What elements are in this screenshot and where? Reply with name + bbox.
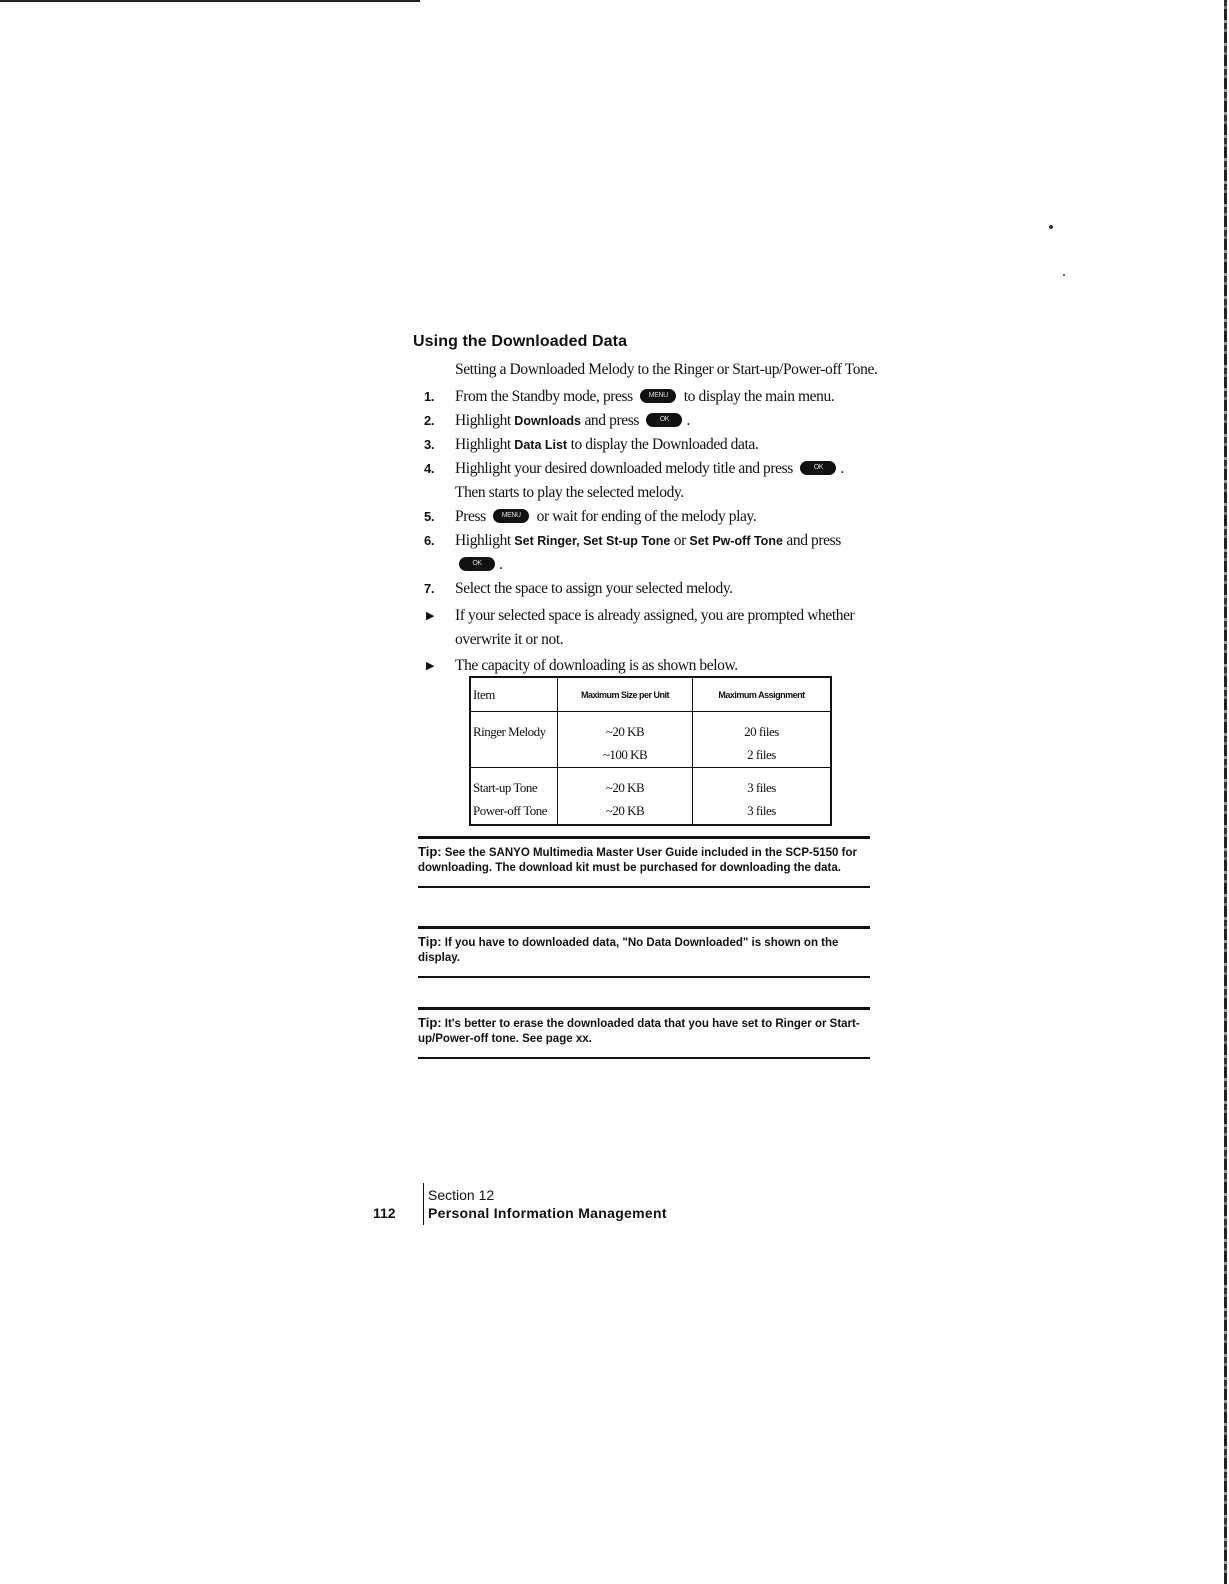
scan-edge-line — [0, 0, 420, 2]
cell-item — [470, 768, 558, 825]
instruction-steps — [424, 385, 874, 678]
tip-text — [418, 844, 870, 876]
step-text: If your selected space is already assigned, you are prompted whether overwrite it or not. — [455, 607, 855, 648]
cell-assignment — [693, 712, 832, 768]
cell-line: 3 files — [747, 780, 776, 796]
tip-body: See the SANYO Multimedia Master User Guide included in the SCP-5150 for downloading. The download kit must be purchased for downloading the data. — [418, 847, 857, 874]
tip-rule — [418, 926, 870, 929]
cell-line: 2 files — [747, 747, 776, 762]
footer-title: Personal Information Management — [428, 1205, 667, 1221]
list-item — [424, 529, 874, 577]
tip-rule — [418, 976, 870, 978]
header-max-size: Maximum Size per Unit — [558, 677, 693, 712]
step-text: Press — [455, 508, 490, 525]
cell-line: ~20 KB — [605, 780, 645, 796]
step-text: . Then starts to play the selected melody. — [455, 460, 844, 501]
tip-label: Tip: — [418, 1015, 442, 1030]
tip-rule — [418, 836, 870, 839]
table-header-row — [470, 677, 831, 712]
step-number: 7. — [424, 581, 435, 596]
list-item — [424, 385, 874, 409]
table-row — [470, 712, 831, 768]
key-label: MENU — [501, 512, 521, 519]
tip-rule — [418, 1007, 870, 1010]
step-text: Select the space to assign your selected melody. — [455, 580, 733, 597]
menu-key-icon — [493, 509, 529, 523]
cell-line: Ringer Melody — [473, 724, 546, 739]
menu-option-name: Set Pw-off Tone — [689, 534, 783, 548]
menu-key-icon — [640, 389, 676, 403]
step-number: 1. — [424, 389, 435, 404]
list-item — [424, 604, 874, 652]
cell-line: 3 files — [747, 803, 776, 819]
scan-speck — [1063, 274, 1065, 276]
scan-speck — [1049, 225, 1053, 229]
cell-line: ~100 KB — [602, 747, 648, 762]
tip-box — [418, 836, 870, 888]
tip-rule — [418, 1057, 870, 1059]
bullet-arrow-icon: ▶ — [426, 610, 435, 622]
scan-edge-line — [1224, 0, 1227, 1584]
cell-line: ~20 KB — [605, 803, 645, 819]
step-text: or wait for ending of the melody play. — [533, 508, 757, 525]
cell-item — [470, 712, 558, 768]
key-label: OK — [813, 464, 824, 471]
step-text: and press — [782, 532, 841, 549]
step-text: to display the main menu. — [680, 388, 835, 405]
step-number: 3. — [424, 437, 435, 452]
list-item — [424, 433, 874, 457]
page-number: 112 — [373, 1205, 396, 1221]
header-max-assignment: Maximum Assignment — [693, 677, 832, 712]
ok-key-icon — [459, 557, 495, 571]
list-item — [424, 409, 874, 433]
step-text: and press — [580, 412, 643, 429]
step-number: 4. — [424, 461, 435, 476]
key-label: MENU — [648, 392, 668, 399]
tip-label: Tip: — [418, 934, 442, 949]
capacity-table — [469, 676, 832, 826]
cell-line: Power-off Tone — [473, 803, 548, 819]
list-item — [424, 654, 874, 678]
footer-section: Section 12 — [428, 1187, 495, 1203]
key-label: OK — [472, 560, 482, 567]
step-text: Highlight — [455, 532, 515, 549]
intro-text: Setting a Downloaded Melody to the Ringer or Start-up/Power-off Tone. — [455, 361, 878, 378]
tip-text — [418, 1015, 870, 1047]
step-text: The capacity of downloading is as shown below. — [455, 657, 738, 674]
step-text: From the Standby mode, press — [455, 388, 637, 405]
step-text: . — [499, 556, 503, 573]
list-item — [424, 457, 874, 505]
tip-body: If you have to downloaded data, "No Data Downloaded" is shown on the display. — [418, 937, 839, 964]
tip-body: It's better to erase the downloaded data that you have set to Ringer or Start-up/Power-off tone. See page xx. — [418, 1018, 860, 1045]
cell-size — [558, 768, 693, 825]
list-item — [424, 505, 874, 529]
key-label: OK — [659, 416, 670, 423]
footer-divider — [423, 1183, 424, 1225]
tip-label: Tip: — [418, 844, 442, 859]
menu-option-name: Downloads — [514, 414, 581, 428]
ok-key-icon — [800, 461, 836, 475]
tip-box — [418, 926, 870, 978]
tip-box — [418, 1007, 870, 1059]
tip-rule — [418, 886, 870, 888]
step-text: to display the Downloaded data. — [567, 436, 759, 453]
step-text: . — [686, 412, 690, 429]
cell-line: 20 files — [744, 724, 779, 739]
cell-assignment — [693, 768, 832, 825]
step-number: 6. — [424, 533, 435, 548]
menu-option-name: Set Ringer, Set St-up Tone — [514, 534, 671, 548]
step-number: 2. — [424, 413, 435, 428]
bullet-arrow-icon: ▶ — [426, 660, 435, 672]
cell-line: ~20 KB — [605, 724, 645, 739]
ok-key-icon — [646, 413, 682, 427]
table-row — [470, 768, 831, 825]
step-text: Highlight — [455, 436, 515, 453]
section-heading: Using the Downloaded Data — [413, 333, 628, 350]
cell-line: Start-up Tone — [473, 780, 538, 796]
step-text: or — [670, 532, 690, 549]
tip-text — [418, 934, 870, 966]
step-number: 5. — [424, 509, 435, 524]
cell-size — [558, 712, 693, 768]
step-text: Highlight — [455, 412, 515, 429]
header-item: Item — [470, 677, 558, 712]
step-text: Highlight your desired downloaded melody title and press — [455, 460, 797, 477]
menu-option-name: Data List — [514, 438, 568, 452]
list-item — [424, 577, 874, 601]
